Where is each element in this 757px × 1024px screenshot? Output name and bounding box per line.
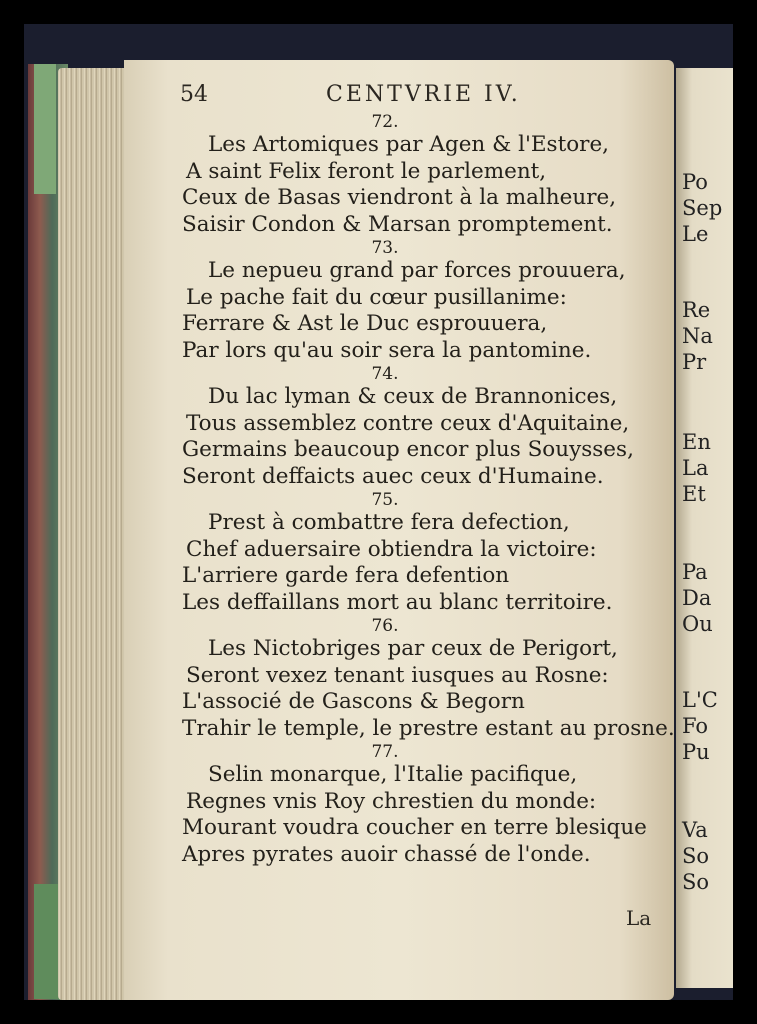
right-fragment: Pa [682, 560, 708, 584]
verse-number: 75. [371, 490, 399, 510]
verse-line: Chef aduersaire obtiendra la victoire: [186, 536, 597, 562]
verse-line: Seront deffaicts auec ceux d'Humaine. [182, 463, 604, 489]
verse-line: Apres pyrates auoir chassé de l'onde. [182, 841, 591, 867]
verse-line: L'associé de Gascons & Begorn [182, 689, 525, 714]
right-fragment: Da [682, 586, 712, 610]
page-number: 54 [180, 82, 208, 107]
verse-line: A saint Felix feront le parlement, [186, 158, 547, 184]
right-fragment: Ou [682, 612, 713, 636]
right-fragment: La [682, 456, 709, 480]
right-fragment: Pu [682, 740, 710, 764]
verse-line: Le pache fait du cœur pusillanime: [186, 284, 567, 310]
right-fragment: Fo [682, 714, 709, 738]
verse-number: 73. [371, 238, 399, 258]
page-title: CENTVRIE IV. [326, 82, 521, 107]
right-fragment: Pr [682, 350, 707, 374]
right-fragment: Po [682, 170, 708, 194]
verse-block [170, 112, 675, 868]
verse-line: Les Nictobriges par ceux de Perigort, [208, 636, 618, 661]
verse-line: Par lors qu'au soir sera la pantomine. [182, 337, 592, 363]
catchword: La [626, 906, 652, 930]
verse-line: Germains beaucoup encor plus Souysses, [182, 437, 634, 462]
verse-line: Ceux de Basas viendront à la malheure, [182, 185, 617, 210]
verse-line: Les Artomiques par Agen & l'Estore, [208, 132, 610, 157]
verse-line: Tous assemblez contre ceux d'Aquitaine, [186, 410, 630, 436]
verse-line: Mourant voudra coucher en terre blesique [182, 815, 647, 840]
verse-number: 72. [371, 112, 399, 132]
right-fragment: Sep [682, 196, 723, 220]
verse-line: Seront vexez tenant iusques au Rosne: [186, 662, 609, 688]
verse-line: Regnes vnis Roy chrestien du monde: [186, 788, 597, 814]
right-fragment: Re [682, 298, 711, 322]
right-fragment: So [682, 844, 710, 868]
right-fragment: So [682, 870, 710, 894]
right-fragment: L'C [682, 688, 718, 712]
verse-number: 77. [371, 742, 399, 762]
cover-edge-top [34, 64, 56, 194]
verse-line: Prest à combattre fera defection, [208, 510, 570, 535]
right-fragment: Et [682, 482, 706, 506]
verse-line: Du lac lyman & ceux de Brannonices, [208, 384, 618, 409]
verse-number: 74. [371, 364, 399, 384]
verse-line: Le nepueu grand par forces prouuera, [208, 258, 626, 283]
verse-line: Saisir Condon & Marsan promptement. [182, 211, 613, 237]
verse-line: Trahir le temple, le prestre estant au prosne. [182, 715, 675, 741]
right-fragment: Na [682, 324, 713, 348]
verse-line: Selin monarque, l'Italie pacifique, [208, 762, 578, 787]
right-fragment: Va [682, 818, 708, 842]
verse-line: L'arriere garde fera defention [182, 563, 510, 588]
verse-number: 76. [371, 616, 399, 636]
right-fragment: En [682, 430, 711, 454]
right-fragment: Le [682, 222, 709, 246]
verse-line: Ferrare & Ast le Duc esprouuera, [182, 311, 548, 336]
verse-line: Les deffaillans mort au blanc territoire. [182, 589, 613, 615]
